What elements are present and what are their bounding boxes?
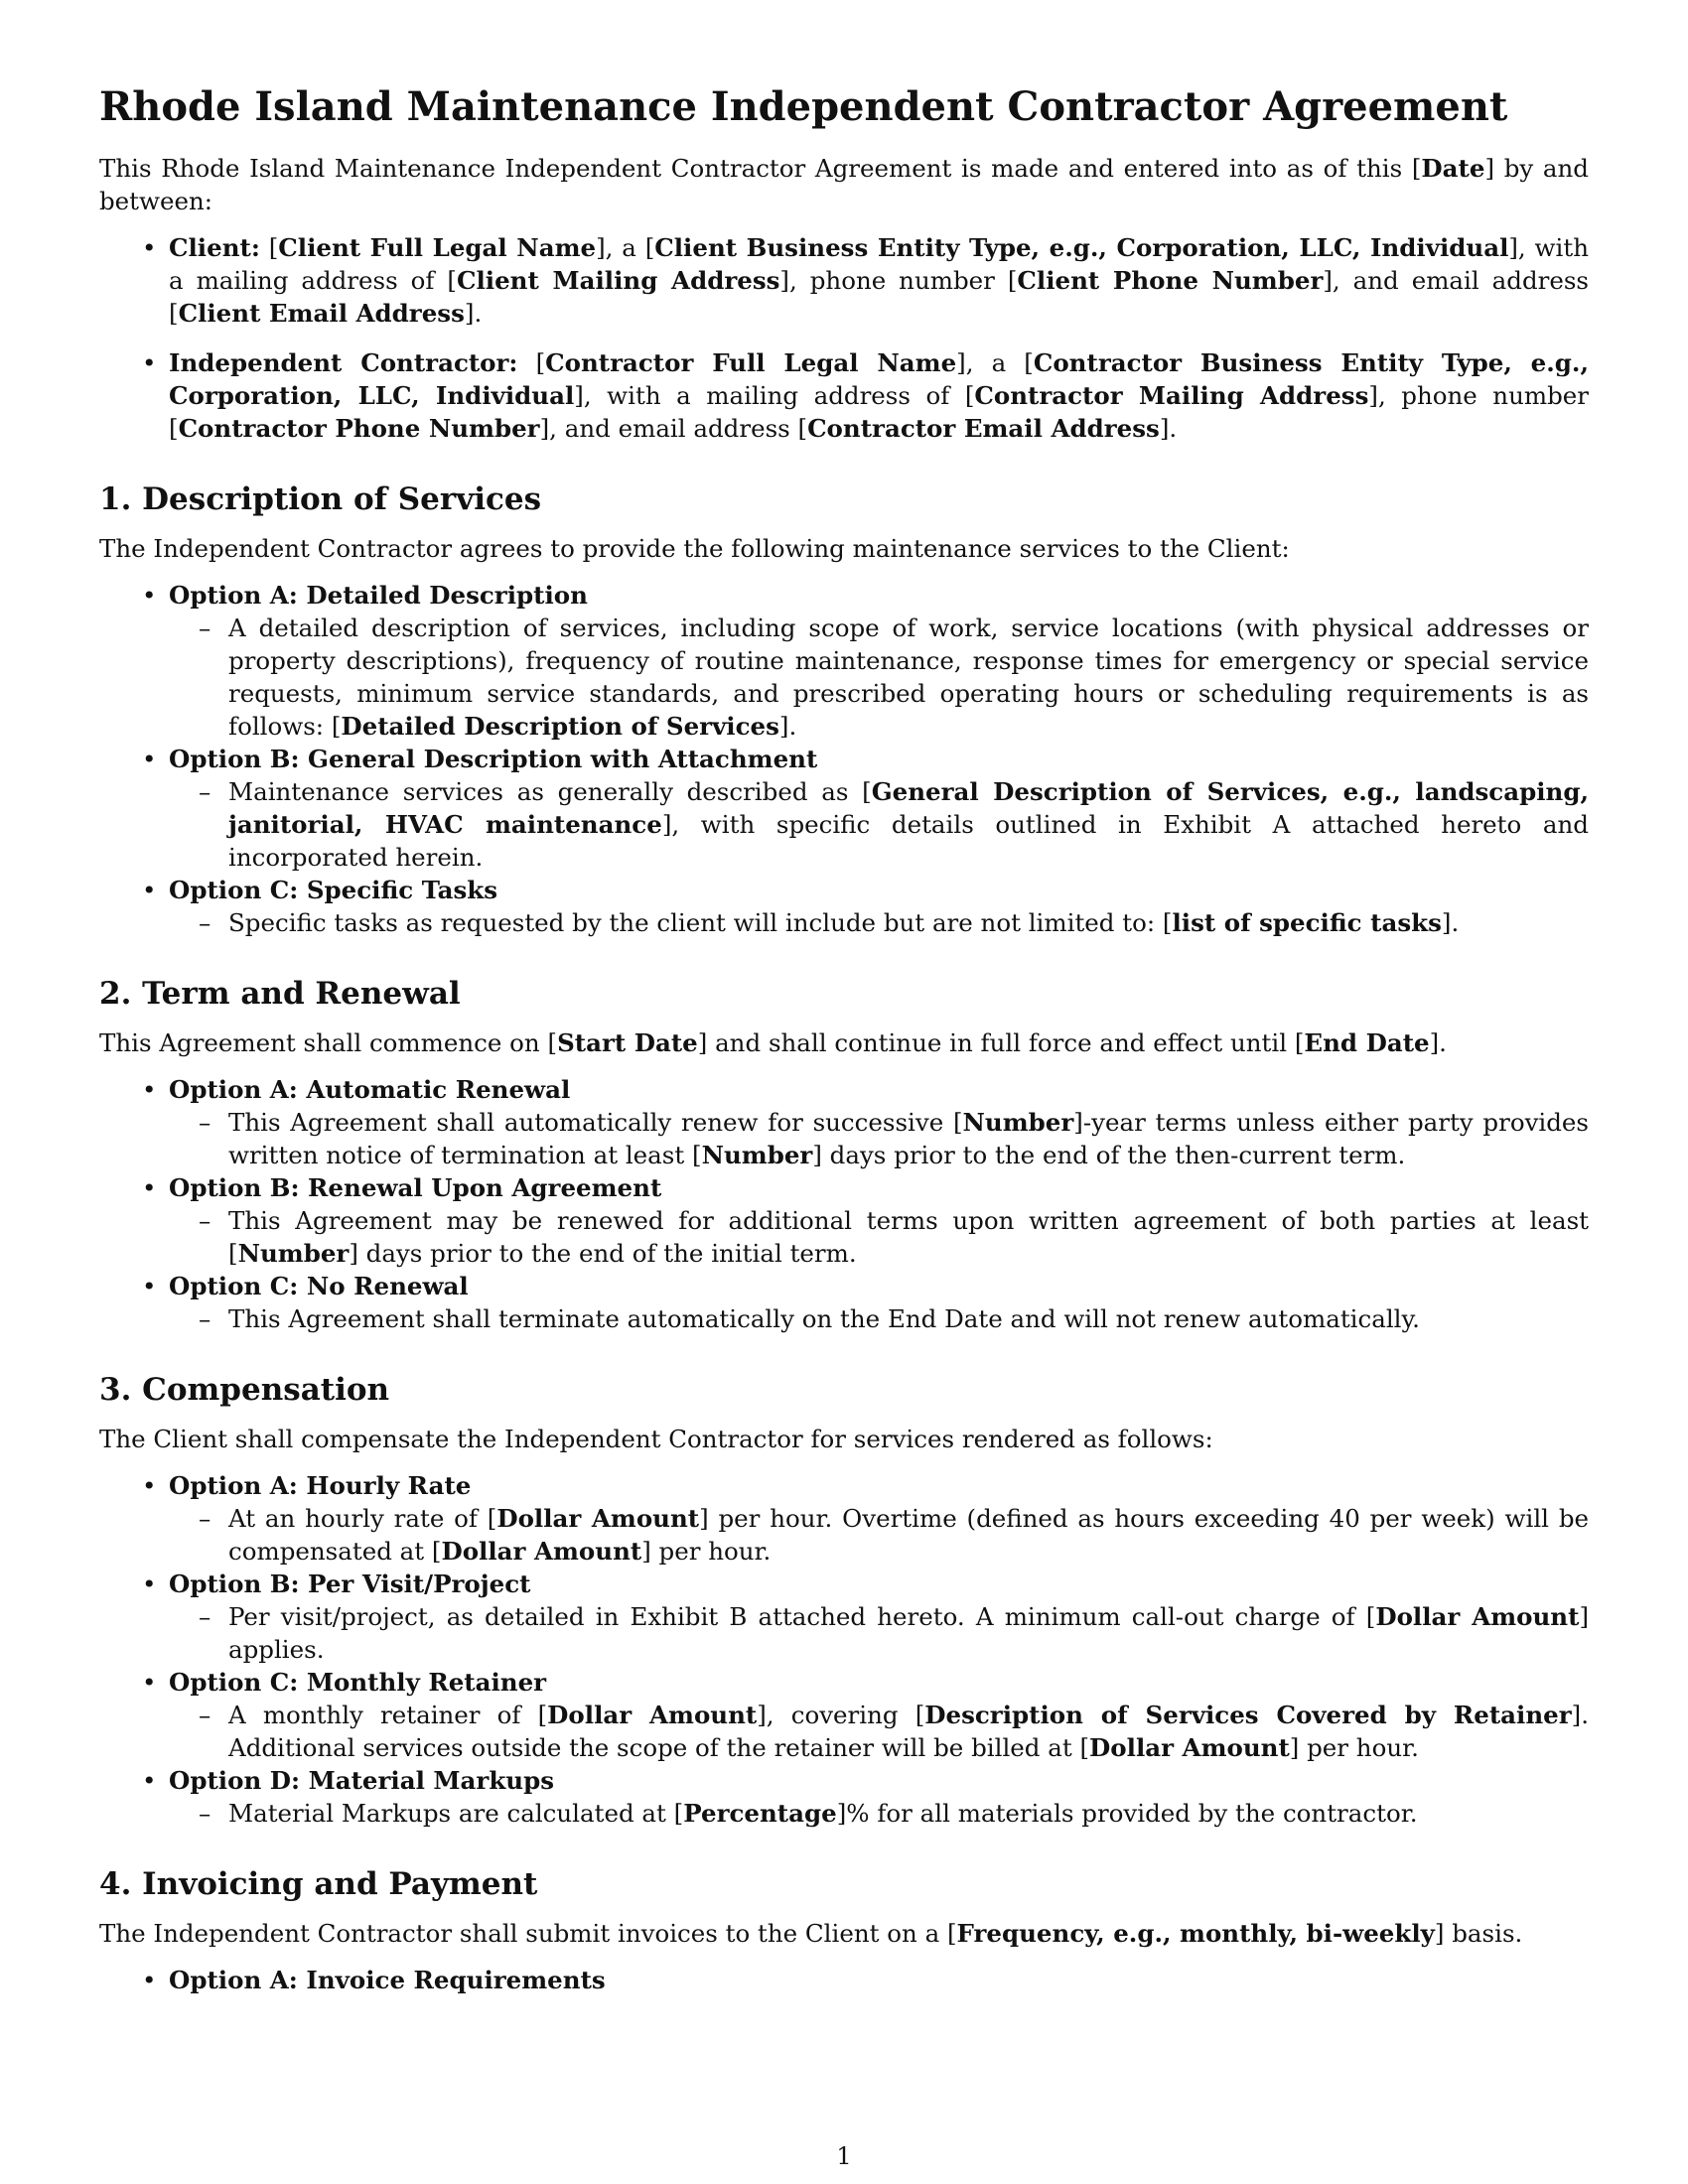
compensation-option-d: • Option D: Material Markups – Material Markups are calculated at [Percentage]% for all materials provided by the contractor. [169, 1764, 1589, 1830]
compensation-option-c-text: – A monthly retainer of [Dollar Amount], covering [Description of Services Covered by Retainer]. Additional services outside the scope of the retainer will be billed at [Dollar Amount] per hour. [228, 1699, 1589, 1764]
compensation-options [99, 1469, 1589, 1830]
invoicing-intro: The Independent Contractor shall submit invoices to the Client on a [Frequency, e.g., monthly, bi-weekly] basis. [99, 1919, 1523, 1948]
compensation-option-d-text: – Material Markups are calculated at [Percentage]% for all materials provided by the contractor. [228, 1797, 1589, 1830]
section-heading-services: 1. Description of Services [99, 481, 542, 517]
page-number: 1 [836, 2142, 852, 2170]
term-option-a-text: – This Agreement shall automatically renew for successive [Number]-year terms unless either party provides written notice of termination at least [Number] days prior to the end of the then-current term. [228, 1106, 1589, 1171]
compensation-option-b: • Option B: Per Visit/Project – Per visit/project, as detailed in Exhibit B attached hereto. A minimum call-out charge of [Dollar Amount] applies. [169, 1568, 1589, 1666]
document-page [99, 84, 1589, 1996]
section-heading-compensation: 3. Compensation [99, 1372, 390, 1408]
client-name-field: Client Full Legal Name [278, 233, 597, 262]
services-option-c-text: – Specific tasks as requested by the client will include but are not limited to: [list of specific tasks]. [228, 906, 1589, 939]
contractor-address-field: Contractor Mailing Address [974, 381, 1369, 410]
term-option-c: • Option C: No Renewal – This Agreement shall terminate automatically on the End Date and will not renew automatically. [169, 1270, 1589, 1335]
parties-list [99, 231, 1589, 445]
services-option-b-text: – Maintenance services as generally described as [General Description of Services, e.g., landscaping, janitorial, HVAC maintenance], with specific details outlined in Exhibit A attached hereto and incorporated herein. [228, 775, 1589, 874]
client-entity-field: Client Business Entity Type, e.g., Corporation, LLC, Individual [654, 233, 1509, 262]
compensation-option-a: • Option A: Hourly Rate – At an hourly rate of [Dollar Amount] per hour. Overtime (defined as hours exceeding 40 per week) will be compensated at [Dollar Amount] per hour. [169, 1469, 1589, 1568]
term-option-a: • Option A: Automatic Renewal – This Agreement shall automatically renew for successive [Number]-year terms unless either party provides written notice of termination at least [Number] days prior to the end of the then-current term. [169, 1073, 1589, 1171]
term-options [99, 1073, 1589, 1335]
contractor-phone-field: Contractor Phone Number [178, 414, 540, 443]
services-option-c: • Option C: Specific Tasks – Specific tasks as requested by the client will include but are not limited to: [list of specific tasks]. [169, 874, 1589, 939]
term-option-b: • Option B: Renewal Upon Agreement – This Agreement may be renewed for additional terms upon written agreement of both parties at least [Number] days prior to the end of the initial term. [169, 1171, 1589, 1270]
invoicing-options [99, 1964, 1589, 1996]
document-title: Rhode Island Maintenance Independent Contractor Agreement [99, 83, 1508, 130]
services-option-a-text: – A detailed description of services, including scope of work, service locations (with physical addresses or property descriptions), frequency of routine maintenance, response times for emergency or special service requests, minimum service standards, and prescribed operating hours or scheduling requirements is as follows: [Detailed Description of Services]. [228, 612, 1589, 743]
services-intro: The Independent Contractor agrees to provide the following maintenance services to the Client: [99, 534, 1290, 563]
section-heading-term: 2. Term and Renewal [99, 976, 461, 1012]
compensation-intro: The Client shall compensate the Independent Contractor for services rendered as follows: [99, 1425, 1213, 1453]
term-option-c-text: – This Agreement shall terminate automatically on the End Date and will not renew automatically. [228, 1302, 1589, 1335]
services-option-b: • Option B: General Description with Attachment – Maintenance services as generally described as [General Description of Services, e.g., landscaping, janitorial, HVAC maintenance], with specific details outlined in Exhibit A attached hereto and incorporated herein. [169, 743, 1589, 874]
term-intro: This Agreement shall commence on [Start Date] and shall continue in full force and effect until [End Date]. [99, 1028, 1447, 1057]
section-heading-invoicing: 4. Invoicing and Payment [99, 1866, 538, 1902]
end-date-field: End Date [1304, 1028, 1430, 1057]
services-option-a: • Option A: Detailed Description – A detailed description of services, including scope of work, service locations (with physical addresses or property descriptions), frequency of routine maintenance, response times for emergency or special service requests, minimum service standards, and prescribed operating hours or scheduling requirements is as follows: [Detailed Description of Services]. [169, 579, 1589, 743]
client-phone-field: Client Phone Number [1017, 266, 1324, 295]
frequency-field: Frequency, e.g., monthly, bi-weekly [956, 1919, 1435, 1948]
intro-paragraph: This Rhode Island Maintenance Independent Contractor Agreement is made and entered into as of this [Date] by and between: [99, 154, 1589, 215]
compensation-option-a-text: – At an hourly rate of [Dollar Amount] per hour. Overtime (defined as hours exceeding 40 per week) will be compensated at [Dollar Amount] per hour. [228, 1502, 1589, 1568]
contractor-email-field: Contractor Email Address [807, 414, 1160, 443]
contractor-name-field: Contractor Full Legal Name [545, 348, 957, 377]
party-client: • Client: [Client Full Legal Name], a [Client Business Entity Type, e.g., Corporation, LLC, Individual], with a mailing address of [Client Mailing Address], phone number [Client Phone Number], and email address [Client Email Address]. [169, 231, 1589, 330]
party-contractor: • Independent Contractor: [Contractor Full Legal Name], a [Contractor Business Entity Type, e.g., Corporation, LLC, Individual], with a mailing address of [Contractor Mailing Address], phone number [Contractor Phone Number], and email address [Contractor Email Address]. [169, 346, 1589, 445]
services-options [99, 579, 1589, 939]
start-date-field: Start Date [557, 1028, 698, 1057]
date-field: Date [1421, 154, 1485, 183]
client-email-field: Client Email Address [178, 299, 465, 328]
compensation-option-c: • Option C: Monthly Retainer – A monthly retainer of [Dollar Amount], covering [Description of Services Covered by Retainer]. Additional services outside the scope of the retainer will be billed at [Dollar Amount] per hour. [169, 1666, 1589, 1764]
term-option-b-text: – This Agreement may be renewed for additional terms upon written agreement of both parties at least [Number] days prior to the end of the initial term. [228, 1204, 1589, 1270]
contractor-entity-field: Contractor Business Entity Type, e.g., Corporation, LLC, Individual [169, 348, 1589, 410]
compensation-option-b-text: – Per visit/project, as detailed in Exhibit B attached hereto. A minimum call-out charge of [Dollar Amount] applies. [228, 1600, 1589, 1666]
client-address-field: Client Mailing Address [456, 266, 780, 295]
invoicing-option-a: • Option A: Invoice Requirements [169, 1964, 1589, 1996]
